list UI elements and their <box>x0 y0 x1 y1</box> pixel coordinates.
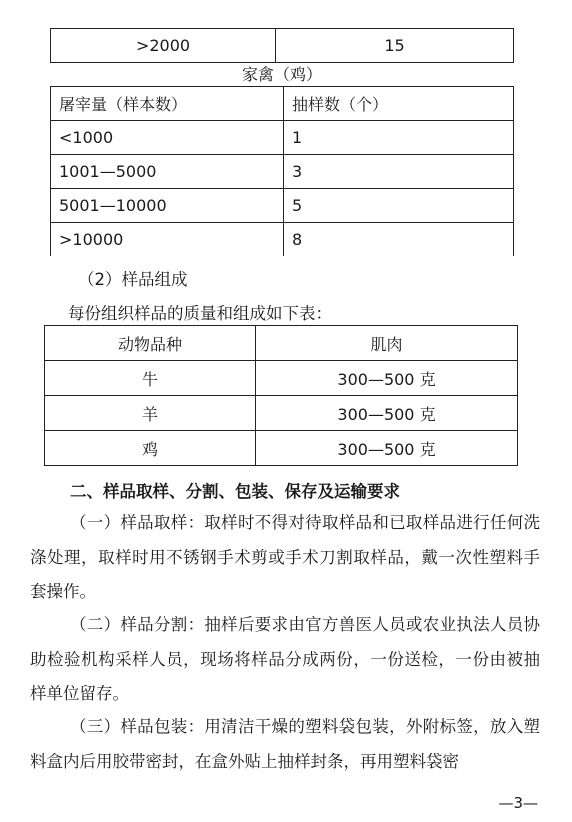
table-cell: 15 <box>276 29 514 63</box>
table-cell: 3 <box>284 155 514 189</box>
column-header: 肌肉 <box>256 326 518 361</box>
paragraph-sampling: （一）样品取样：取样时不得对待取样品和已取样品进行任何洗涤处理，取样时用不锈钢手术剪或手术刀割取样品，戴一次性塑料手套操作。 <box>30 513 540 601</box>
table-row <box>45 361 518 396</box>
table-cell: 300—500 克 <box>256 431 518 466</box>
table-row <box>51 29 514 63</box>
table-header-row <box>51 87 514 121</box>
table-cell: 羊 <box>45 396 256 431</box>
table-row <box>51 189 514 223</box>
column-header: 抽样数（个） <box>284 87 514 121</box>
table-cell: >10000 <box>51 223 284 257</box>
sample-table-top <box>50 28 514 63</box>
table-row <box>51 223 514 257</box>
column-header: 屠宰量（样本数） <box>51 87 284 121</box>
table-row <box>51 121 514 155</box>
page-number: —3— <box>498 794 538 812</box>
table-row <box>45 431 518 466</box>
composition-intro: 每份组织样品的质量和组成如下表： <box>68 304 332 323</box>
poultry-caption: 家禽（鸡） <box>241 65 322 84</box>
table-header-row <box>45 326 518 361</box>
section-subtitle: （2）样品组成 <box>78 270 188 289</box>
table-cell: 牛 <box>45 361 256 396</box>
table-cell: >2000 <box>51 29 276 63</box>
table-cell: <1000 <box>51 121 284 155</box>
poultry-sample-table <box>50 86 514 256</box>
column-header: 动物品种 <box>45 326 256 361</box>
paragraph-splitting: （二）样品分割：抽样后要求由官方兽医人员或农业执法人员协助检验机构采样人员，现场将样品分成两份，一份送检，一份由被抽样单位留存。 <box>30 615 540 703</box>
table-cell: 鸡 <box>45 431 256 466</box>
table-row <box>45 396 518 431</box>
composition-table <box>44 325 518 466</box>
paragraph-packaging: （三）样品包装：用清洁干燥的塑料袋包装，外附标签，放入塑料盒内后用胶带密封，在盒外贴上抽样封条，再用塑料袋密 <box>30 717 540 771</box>
table-row <box>51 155 514 189</box>
table-cell: 5 <box>284 189 514 223</box>
table-cell: 8 <box>284 223 514 257</box>
table-cell: 300—500 克 <box>256 361 518 396</box>
table-cell: 5001—10000 <box>51 189 284 223</box>
table-cell: 300—500 克 <box>256 396 518 431</box>
section-heading: 二、样品取样、分割、包装、保存及运输要求 <box>70 482 400 501</box>
table-cell: 1001—5000 <box>51 155 284 189</box>
table-cell: 1 <box>284 121 514 155</box>
